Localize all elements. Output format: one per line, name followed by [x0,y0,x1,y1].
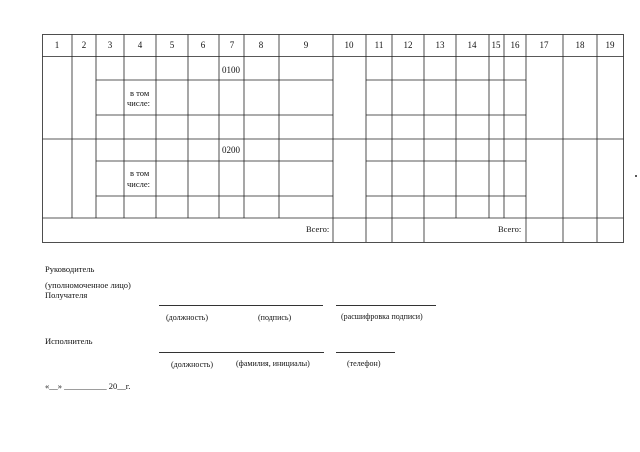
column-header-15: 15 [491,40,501,50]
row-code-0200: 0200 [222,145,240,155]
recipient-label: Получателя [45,290,88,300]
column-header-9: 9 [303,40,309,50]
column-header-12: 12 [403,40,413,50]
decode-signature-line [336,305,436,306]
column-header-10: 10 [344,40,354,50]
position-caption: (должность) [166,313,208,322]
column-header-17: 17 [539,40,549,50]
row-sublabel-line2: числе: [127,179,150,189]
authorized-person-label: (уполномоченное лицо) [45,280,131,290]
name-caption: (фамилия, инициалы) [236,359,310,368]
column-header-18: 18 [575,40,585,50]
column-header-16: 16 [510,40,520,50]
column-header-2: 2 [81,40,87,50]
phone-line [336,352,395,353]
phone-caption: (телефон) [347,359,381,368]
column-header-4: 4 [137,40,143,50]
row-sublabel-line1: в том [130,168,150,178]
total-right-label: Всего: [498,224,522,234]
column-header-5: 5 [169,40,175,50]
row-sublabel-line1: в том [130,88,150,98]
margin-dot [635,175,637,177]
decode-caption: (расшифровка подписи) [341,312,423,321]
column-header-6: 6 [200,40,206,50]
column-header-13: 13 [435,40,445,50]
row-sublabel-line2: числе: [127,98,150,108]
signature-caption: (подпись) [258,313,292,322]
column-header-11: 11 [374,40,384,50]
position-signature-line [159,305,323,306]
date-line: «__» __________ 20__г. [45,381,131,391]
column-header-1: 1 [54,40,60,50]
head-label: Руководитель [45,264,95,274]
column-header-7: 7 [229,40,235,50]
executor-line [159,352,324,353]
column-header-8: 8 [258,40,264,50]
position-caption-2: (должность) [171,360,213,369]
total-left-label: Всего: [306,224,330,234]
executor-label: Исполнитель [45,336,93,346]
column-header-19: 19 [605,40,615,50]
column-header-14: 14 [467,40,477,50]
row-code-0100: 0100 [222,65,240,75]
column-header-3: 3 [107,40,113,50]
